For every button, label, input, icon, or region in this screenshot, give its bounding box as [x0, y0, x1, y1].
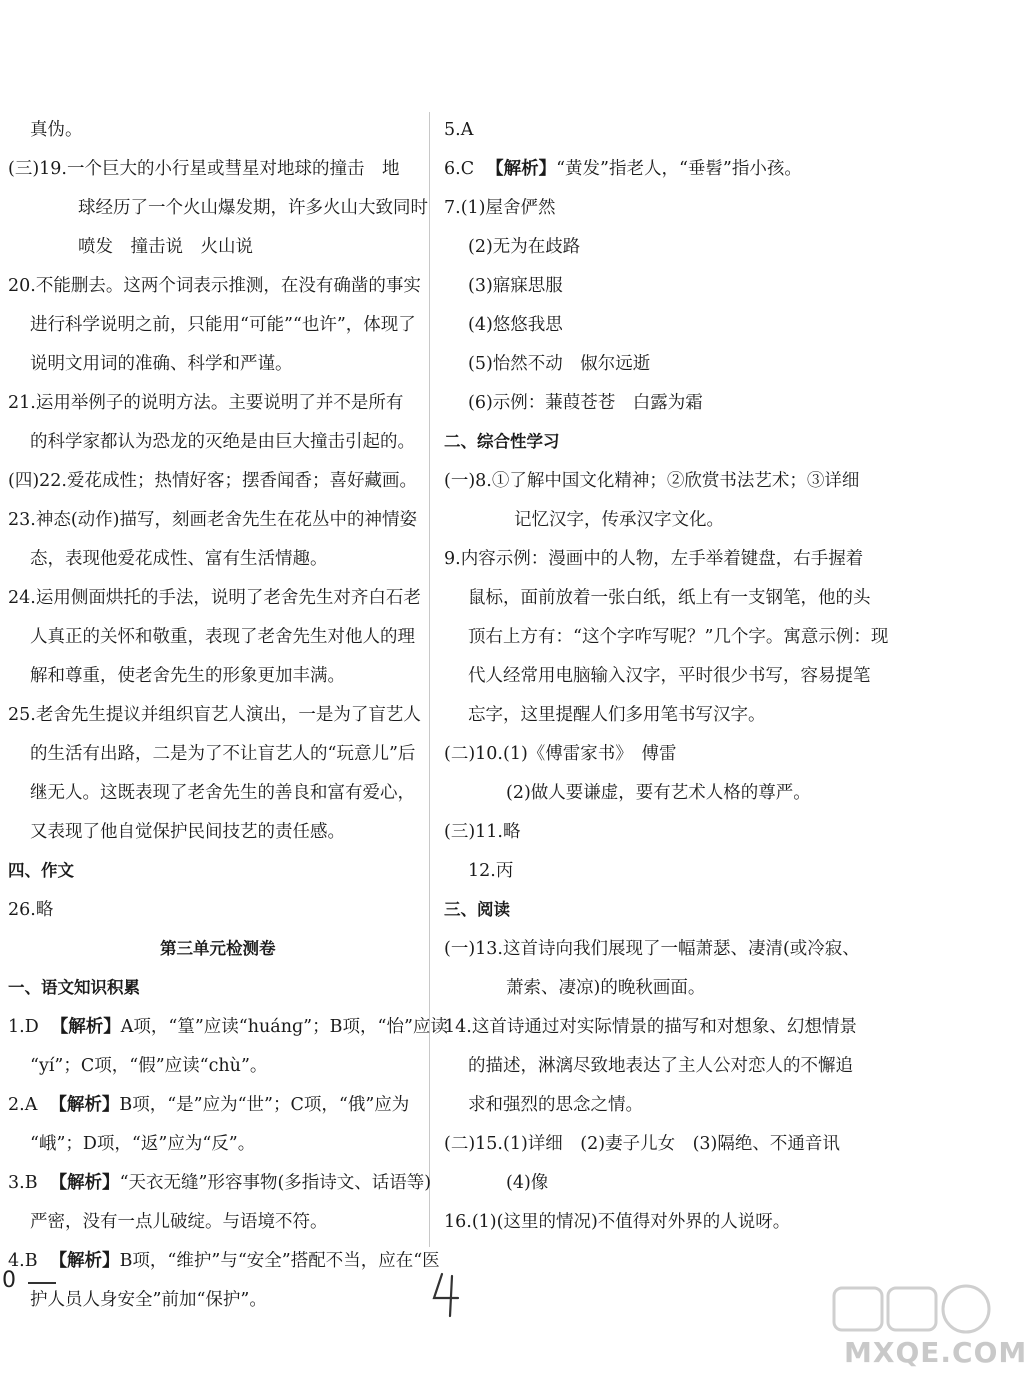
question-number: 3.B	[8, 1173, 38, 1193]
question-1	[8, 1015, 448, 1039]
text-line	[30, 1054, 267, 1078]
text-line: 7.(1)屋舍俨然	[444, 198, 556, 218]
text-line: (三)11.略	[444, 822, 521, 842]
text-line: 人真正的关怀和敬重，表现了老舍先生对他人的理	[30, 627, 415, 647]
text-line: 的科学家都认为恐龙的灭绝是由巨大撞击引起的。	[30, 432, 415, 452]
text-line: 21.运用举例子的说明方法。主要说明了并不是所有	[8, 393, 404, 413]
analysis-tag: 【解析】	[486, 159, 557, 179]
analysis-tag: 【解析】	[49, 1173, 120, 1193]
text-line: (一)13.这首诗向我们展现了一幅萧瑟、凄清(或冷寂、	[444, 939, 860, 959]
column-divider	[429, 112, 430, 1247]
text-fragment: B项，“是”应为“世”；C项，“俄”应为	[119, 1095, 410, 1115]
text-line: (三)19.一个巨大的小行星或彗星对地球的撞击 地	[8, 159, 400, 179]
text-line: 的描述，淋漓尽致地表达了主人公对恋人的不懈追	[468, 1056, 853, 1076]
text-line: (四)22.爱花成性；热情好客；摆香闻香；喜好藏画。	[8, 471, 417, 491]
text-line: 继无人。这既表现了老舍先生的善良和富有爱心，	[30, 783, 415, 803]
text-line: (2)做人要谦虚，要有艺术人格的尊严。	[506, 783, 811, 803]
text-fragment: “天衣无缝”形容事物(多指诗文、话语等)	[119, 1173, 432, 1193]
text-line: (6)示例：蒹葭苍苍 白露为霜	[468, 393, 703, 413]
text-line: 顶右上方有：“这个字咋写呢？”几个字。寓意示例：现	[468, 627, 889, 647]
text-fragment: 假	[138, 1056, 156, 1076]
text-line: (一)8.①了解中国文化精神；②欣赏书法艺术；③详细	[444, 471, 860, 491]
text-line: 20.不能删去。这两个词表示推测，在没有确凿的事实	[8, 276, 421, 296]
analysis-tag: 【解析】	[50, 1017, 121, 1037]
page-number-dash	[28, 1282, 56, 1284]
text-line: 求和强烈的思念之情。	[468, 1095, 643, 1115]
section-heading: 二、综合性学习	[444, 432, 560, 451]
question-4	[8, 1249, 440, 1273]
question-number: 6.C	[444, 159, 475, 179]
text-line: (4)悠悠我思	[468, 315, 563, 335]
text-line: 记忆汉字，传承汉字文化。	[514, 510, 724, 530]
text-line: 23.神态(动作)描写，刻画老舍先生在花丛中的神情姿	[8, 510, 417, 530]
text-fragment: B项，“维护”与“安全”搭配不当，应在“医	[119, 1251, 440, 1271]
text-fragment: “yí”；C项，“	[30, 1056, 139, 1076]
text-line: 16.(1)(这里的情况)不值得对外界的人说呀。	[444, 1212, 791, 1232]
text-fragment: 篁	[177, 1017, 195, 1037]
text-line: 25.老舍先生提议并组织盲艺人演出，一是为了盲艺人	[8, 705, 421, 725]
question-6	[444, 157, 802, 181]
text-line: 又表现了他自觉保护民间技艺的责任感。	[30, 822, 345, 842]
analysis-tag: 【解析】	[49, 1095, 120, 1115]
text-line: 解和尊重，使老舍先生的形象更加丰满。	[30, 666, 345, 686]
text-line: 萧索、凄凉)的晚秋画面。	[506, 978, 706, 998]
text-line: 12.丙	[468, 861, 514, 881]
text-line: (4)像	[506, 1173, 549, 1193]
text-line: (二)15.(1)详细 (2)妻子儿女 (3)隔绝、不通音讯	[444, 1134, 840, 1154]
text-fragment: ”应读	[403, 1017, 448, 1037]
text-fragment: “黄发”指老人，“垂髫”指小孩。	[556, 159, 802, 179]
question-number: 2.A	[8, 1095, 38, 1115]
text-line: 进行科学说明之前，只能用“可能”“也许”，体现了	[30, 315, 416, 335]
text-line: 真伪。	[30, 120, 83, 140]
text-line: 24.运用侧面烘托的手法，说明了老舍先生对齐白石老	[8, 588, 421, 608]
section-heading: 三、阅读	[444, 900, 510, 919]
page-number: 0	[2, 1268, 16, 1293]
text-fragment: ”应读“chù”。	[155, 1056, 268, 1076]
text-line: 26.略	[8, 900, 54, 920]
text-line: 鼠标，面前放着一张白纸，纸上有一支钢笔，他的头	[468, 588, 871, 608]
handwritten-mark	[428, 1270, 468, 1320]
text-line: (二)10.(1)《傅雷家书》 傅雷	[444, 744, 677, 764]
analysis-tag: 【解析】	[49, 1251, 120, 1271]
question-3	[8, 1171, 431, 1195]
text-line: 的生活有出路，二是为了不让盲艺人的“玩意儿”后	[30, 744, 416, 764]
text-fragment: A项，“	[120, 1017, 178, 1037]
text-line: 14.这首诗通过对实际情景的描写和对想象、幻想情景	[444, 1017, 857, 1037]
text-line: 忘字，这里提醒人们多用笔书写汉字。	[468, 705, 766, 725]
question-number: 4.B	[8, 1251, 38, 1271]
text-line: (3)寤寐思服	[468, 276, 563, 296]
text-fragment: 怡	[386, 1017, 404, 1037]
text-line: 5.A	[444, 120, 474, 140]
text-line: 喷发 撞击说 火山说	[78, 237, 253, 257]
text-line: 球经历了一个火山爆发期，许多火山大致同时	[78, 198, 428, 218]
section-heading: 一、语文知识积累	[8, 978, 140, 997]
watermark-text: MXQE.COM	[844, 1336, 1027, 1369]
text-line: 严密，没有一点儿破绽。与语境不符。	[30, 1212, 328, 1232]
text-line: (2)无为在歧路	[468, 237, 581, 257]
text-line: 说明文用词的准确、科学和严谨。	[30, 354, 293, 374]
unit-title: 第三单元检测卷	[160, 939, 276, 958]
text-line: 9.内容示例：漫画中的人物，左手举着键盘，右手握着	[444, 549, 864, 569]
text-fragment: ”应读“huánɡ”；B项，“	[194, 1017, 387, 1037]
text-line: “峨”；D项，“返”应为“反”。	[30, 1134, 256, 1154]
section-heading: 四、作文	[8, 861, 74, 880]
text-line: 代人经常用电脑输入汉字，平时很少书写，容易提笔	[468, 666, 871, 686]
text-line: (5)怡然不动 俶尔远逝	[468, 354, 651, 374]
question-number: 1.D	[8, 1017, 39, 1037]
text-line: 态，表现他爱花成性、富有生活情趣。	[30, 549, 328, 569]
text-line: 护人员人身安全”前加“保护”。	[30, 1290, 267, 1310]
question-2	[8, 1093, 409, 1117]
